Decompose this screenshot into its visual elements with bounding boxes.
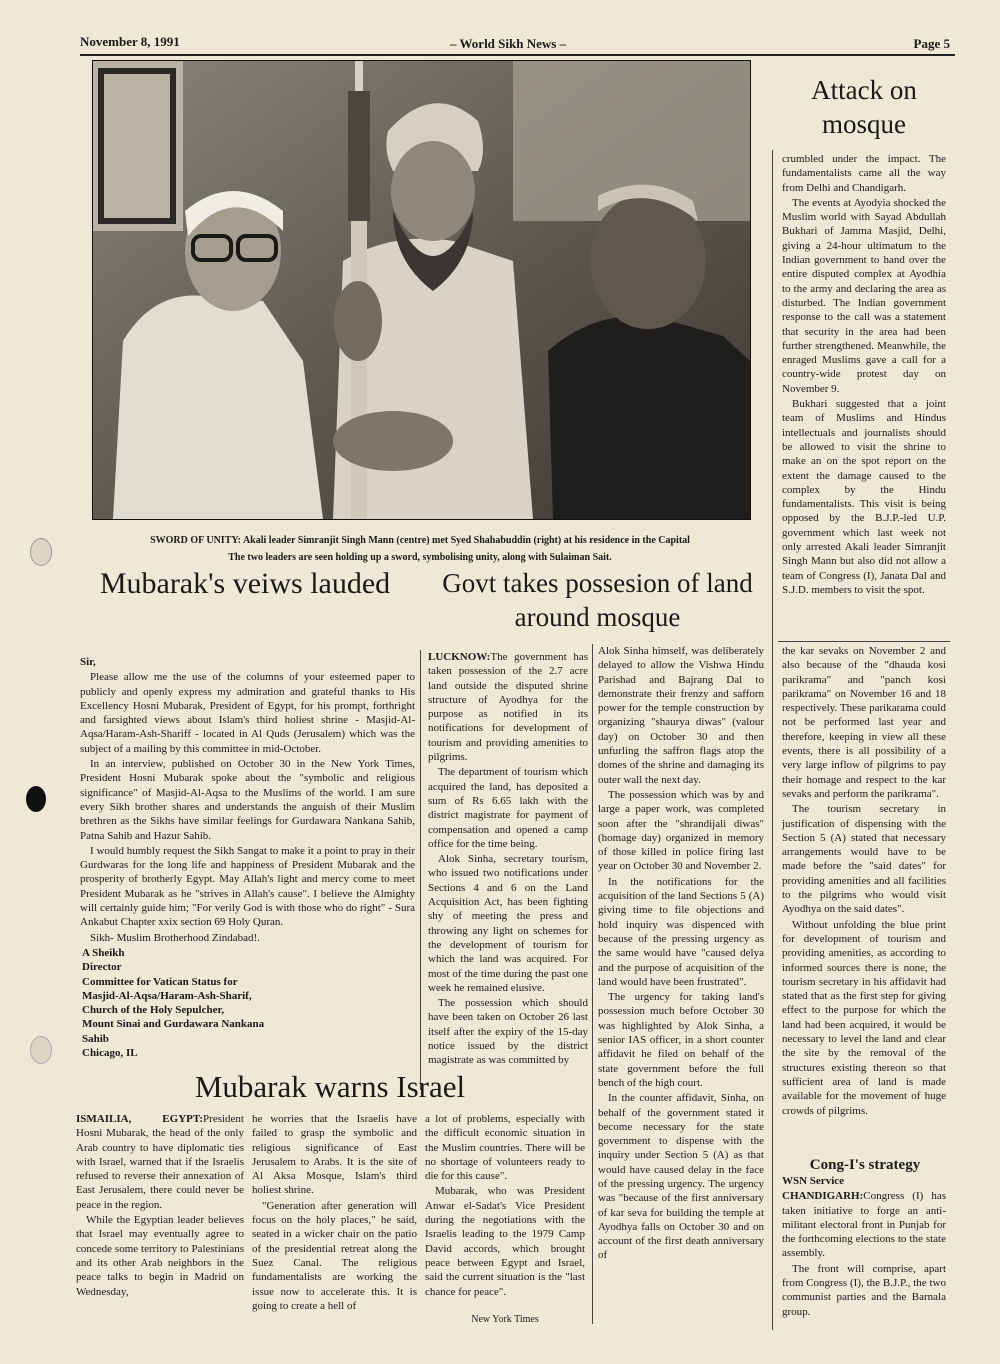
israel-dateline: ISMAILIA, EGYPT:	[76, 1113, 204, 1125]
punch-hole	[30, 538, 52, 566]
cong-lead: Congress (I) has taken initiative to forge an anti-militant electoral front in Punjab for the forthcoming elections to the state assembly.	[782, 1190, 946, 1260]
israel-paragraph: While the Egyptian leader believes that Israel may eventually agree to concede some territory to Palestinians and its other Arab neighbors in the peace talks to begin in Madrid on Wednesday,	[76, 1214, 244, 1298]
cong-paragraph: The front will comprise, apart from Congress (I), the B.J.P., the two communist parties and the Barnala group.	[782, 1262, 946, 1318]
govt-dateline: LUCKNOW:	[428, 651, 491, 663]
govt-paragraph: The tourism secretary in justification of dispensing with the Section 5 (A) stated that necessary arrangements would have to be made before the "said dates" for providing amenities and all facilities to the pilgrims who would visit Ayodhya on the said dates".	[782, 803, 946, 916]
govt-paragraph: The department of tourism which acquired the land, has deposited a sum of Rs 6.65 lakh with the district magistrate for payment of compensation and opened a camp office for the time being.	[428, 766, 588, 850]
letter-paragraph: Please allow me the use of the columns of your esteemed paper to publicly and openly express my admiration and grateful thanks to His Excellency Hosni Mubarak, President of Egypt, for his prompt, forthright and farsighted views about Islam's third holiest shrine - Masjid-Al-Aqsa/Haram-Ash-Shariff - located in Al Quds (Jerusalem) which was the subject of a mailing by this committee in mid-October.	[80, 671, 415, 755]
cong-article	[782, 1174, 946, 1320]
header-rule	[80, 54, 955, 56]
govt-paragraph: In the counter affidavit, Sinha, on behalf of the government stated it become necessary for the state government to dispense with the inquiry under Section 5 (A) as that would have caused delay in the face of the pressing urgency. The urgency was "because of the first anniversary of kar seva for building the temple at Ayodhya falls on October 30 and on account of the first death anniversary of	[598, 1092, 764, 1262]
letter-headline: Mubarak's veiws lauded	[99, 567, 391, 600]
israel-paragraph: Mubarak, who was President Anwar el-Sadat's Vice President during the negotiations with the Israelis leading to the 1979 Camp David accords, which brought peace between Egypt and Israel, said the current situation is the "last chance for peace".	[425, 1185, 585, 1298]
govt-paragraph: The possession which should have been taken on October 26 last itself after the expiry of the 15-day notice issued by the district magistrate as was committed by	[428, 997, 588, 1067]
israel-lead: President Hosni Mubarak, the head of the only Arab country to have diplomatic ties with Israel, warned that if the Israelis refused to reverse their annexation of East Jerusalem, there could never be peace in the region.	[76, 1113, 244, 1211]
govt-lead: The government has taken possession of the 2.7 acre land outside the disputed shrine structure of Ayodhya for the purpose as notified in its notifications for development of tourism and providing amenities to pilgrims.	[428, 651, 588, 764]
column-rule	[420, 650, 421, 1090]
photo-caption	[95, 532, 745, 566]
signature-line: Director	[82, 961, 122, 974]
attack-article	[782, 152, 946, 598]
israel-column-2	[252, 1112, 417, 1314]
govt-paragraph: The urgency for taking land's possession much before October 30 was highlighted by Alok Sinha, a senior IAS officer, in a short counter affidavit he filed on behalf of the state government before the full bench of the high court.	[598, 991, 764, 1089]
news-photo	[92, 60, 751, 520]
govt-column-3	[782, 644, 946, 1119]
govt-paragraph: the kar sevaks on November 2 and also because of the "dhauda kosi parikrama" and "panch kosi parikrama" on November 16 and 18 respectively. These parikarama could not be performed last year and therefore, keeping in view all these events, there is all possibility of a very large inflow of pilgrims to pay their homage and respect to the kar sevaks and perform the parikrama".	[782, 645, 946, 800]
signature-line: Committee for Vatican Status for	[82, 975, 238, 988]
signature-line: Mount Sinai and Gurdawara Nankana	[82, 1018, 265, 1031]
signature-line: Chicago, IL	[82, 1047, 138, 1060]
govt-column-1	[428, 650, 588, 1069]
masthead: – World Sikh News –	[450, 36, 567, 51]
caption-line-2: The two leaders are seen holding up a sword, symbolising unity, along with Sulaiman Sait.	[228, 552, 612, 563]
govt-paragraph: Alok Sinha, secretary tourism, who issued two notifications under Sections 4 and 6 on the Land Acquisition Act, has been fighting shy of meeting the press and throwing any light on schemes for the development of tourism for which the land was acquired. For most of the time during the past one week he remained elusive.	[428, 853, 588, 994]
attack-paragraph: The events at Ayodyia shocked the Muslim world with Sayad Abdullah Bukhari of Jamma Masjid, Delhi, giving a 24-hour ultimatum to the Indian government to hand over the entire disputed complex at Ayodhia to the army and declaring the area as disturbed. The Indian government response to the call was a statement that security in the area had been further strengthened. Meanwhile, the enraged Muslims gave a call for a country-wide protest day on November 9.	[782, 196, 946, 395]
israel-paragraph: a lot of problems, especially with the difficult economic situation in the Muslim countries. There will be no shortage of volunteers ready to die for this cause".	[425, 1113, 585, 1183]
attack-paragraph: crumbled under the impact. The fundamentalists came all the way from Delhi and Chandigarh.	[782, 153, 946, 194]
cong-byline: WSN Service	[782, 1175, 845, 1187]
attack-paragraph: Bukhari suggested that a joint team of Muslims and Hindus intellectuals and journalists should be allowed to visit the shrine to make an on the spot report on the extent the damage caused to the complex by the Hindu fundamentalists. This visit is being opposed by the B.J.P.-led U.P. government which last week not only arrested Akali leader Simranjit Singh Mann but also did not allow a team of Congress (I), Janata Dal and S.J.D. members to visit the spot.	[782, 398, 946, 596]
signature-line: Church of the Holy Sepulcher,	[82, 1004, 225, 1017]
govt-headline: Govt takes possesion of land around mosque	[442, 568, 753, 632]
column-rule	[778, 641, 950, 642]
punch-hole	[30, 1036, 52, 1064]
govt-paragraph: The possession which was by and large a paper work, was completed soon after the "shrandijali diwas" (homage day) organized in memory of those killed in police firing last year on October 30 and November 2.	[598, 788, 764, 873]
attack-headline: Attack on mosque	[811, 75, 917, 139]
govt-paragraph: In the notifications for the acquisition of the land Sections 5 (A) giving time to file objections and hold inquiry was dispenced with because of the pressing urgency as the same would have "caused delya and the purpose of acquisition of the land would have been frustrated".	[598, 875, 764, 988]
issue-date: November 8, 1991	[80, 34, 180, 49]
govt-paragraph: Alok Sinha himself, was deliberately delayed to allow the Vishwa Hindu Parishad and Bajrang Dal to demonstrate their frenzy and safforn power for the temple construction by organizing "shaurya diwas" (valour day) on October 30 and then unfurling the saffron flags atop the domes of the shrine and damaging its outer wall the next day.	[598, 645, 764, 786]
page-number: Page 5	[913, 36, 950, 51]
israel-column-1	[76, 1112, 244, 1300]
letter-paragraph: Sikh- Muslim Brotherhood Zindabad!.	[90, 931, 260, 944]
photo-illustration	[93, 61, 750, 519]
israel-paragraph: "Generation after generation will focus on the holy places," he said, seated in a wicker chair on the patio of the presidential retreat along the Suez Canal. The religious fundamentalists are working the issue now to accelerate this. It is going to create a hell of	[252, 1199, 417, 1312]
israel-credit: New York Times	[471, 1313, 539, 1325]
israel-column-3	[425, 1112, 585, 1328]
letter-paragraph: I would humbly request the Sikh Sangat to make it a point to pray in their Gurdwaras for the long life and happiness of President Mubarak and the prosperity of brotherly Egypt. May Allah's light and mercy come to meet President Mubarak as he "strives in Allah's cause". I believe the Almighty will certainly guide him; "For verily God is with those who do right" - Sura Ankabut Chapter xxix section 69 Holy Quran.	[80, 844, 415, 929]
signature-line: A Sheikh	[82, 946, 125, 959]
column-rule	[592, 644, 593, 1324]
govt-paragraph	[428, 650, 588, 764]
cong-paragraph	[782, 1189, 946, 1260]
caption-line-1: SWORD OF UNITY: Akali leader Simranjit Singh Mann (centre) met Syed Shahabuddin (right) at his residence in the Capital	[150, 535, 690, 546]
letter-signature	[80, 946, 415, 1060]
page-header	[80, 28, 950, 54]
signature-line: Masjid-Al-Aqsa/Haram-Ash-Sharif,	[82, 989, 252, 1002]
israel-paragraph: he worries that the Israelis have failed to grasp the symbolic and religious significance of East Jerusalem to Arabs. It is the site of Al Aksa Mosque, Islam's third holiest shrine.	[252, 1113, 417, 1197]
signature-line: Sahib	[82, 1032, 109, 1045]
letter-salutation: Sir,	[80, 656, 96, 668]
punch-hole	[26, 786, 46, 812]
cong-dateline: CHANDIGARH:	[782, 1190, 864, 1203]
govt-paragraph: Without unfolding the blue print for development of tourism and providing amenities, as according to informed sources there is none, the tourism secretary in his affidavit had stated that as the first step for giving effect to the purpose for which the land had been acquired, it would be necessary to level the land and clear the site by the removal of the structures existing thereon so that sufficient area of land is made available for the movement of huge crowds of pilgrims.	[782, 918, 946, 1117]
cong-headline: Cong-I's strategy	[809, 1157, 921, 1173]
govt-column-2	[598, 644, 764, 1264]
letter-paragraph: In an interview, published on October 30 in the New York Times, President Hosni Mubarak spoke about the "symbolic and religious significance" of Masjid-Al-Aqsa to the Muslims of the world. I am sure every Sikh brother shares and understands the anguish of their Muslim brethren as the Sikhs have similar feelings for Gurdawara Nankana Sahib, Patna Sahib and Hazur Sahib.	[80, 758, 415, 842]
column-rule	[772, 150, 773, 1330]
letter-article	[80, 655, 415, 1060]
israel-headline: Mubarak warns Israel	[194, 1069, 466, 1104]
israel-paragraph	[76, 1112, 244, 1212]
